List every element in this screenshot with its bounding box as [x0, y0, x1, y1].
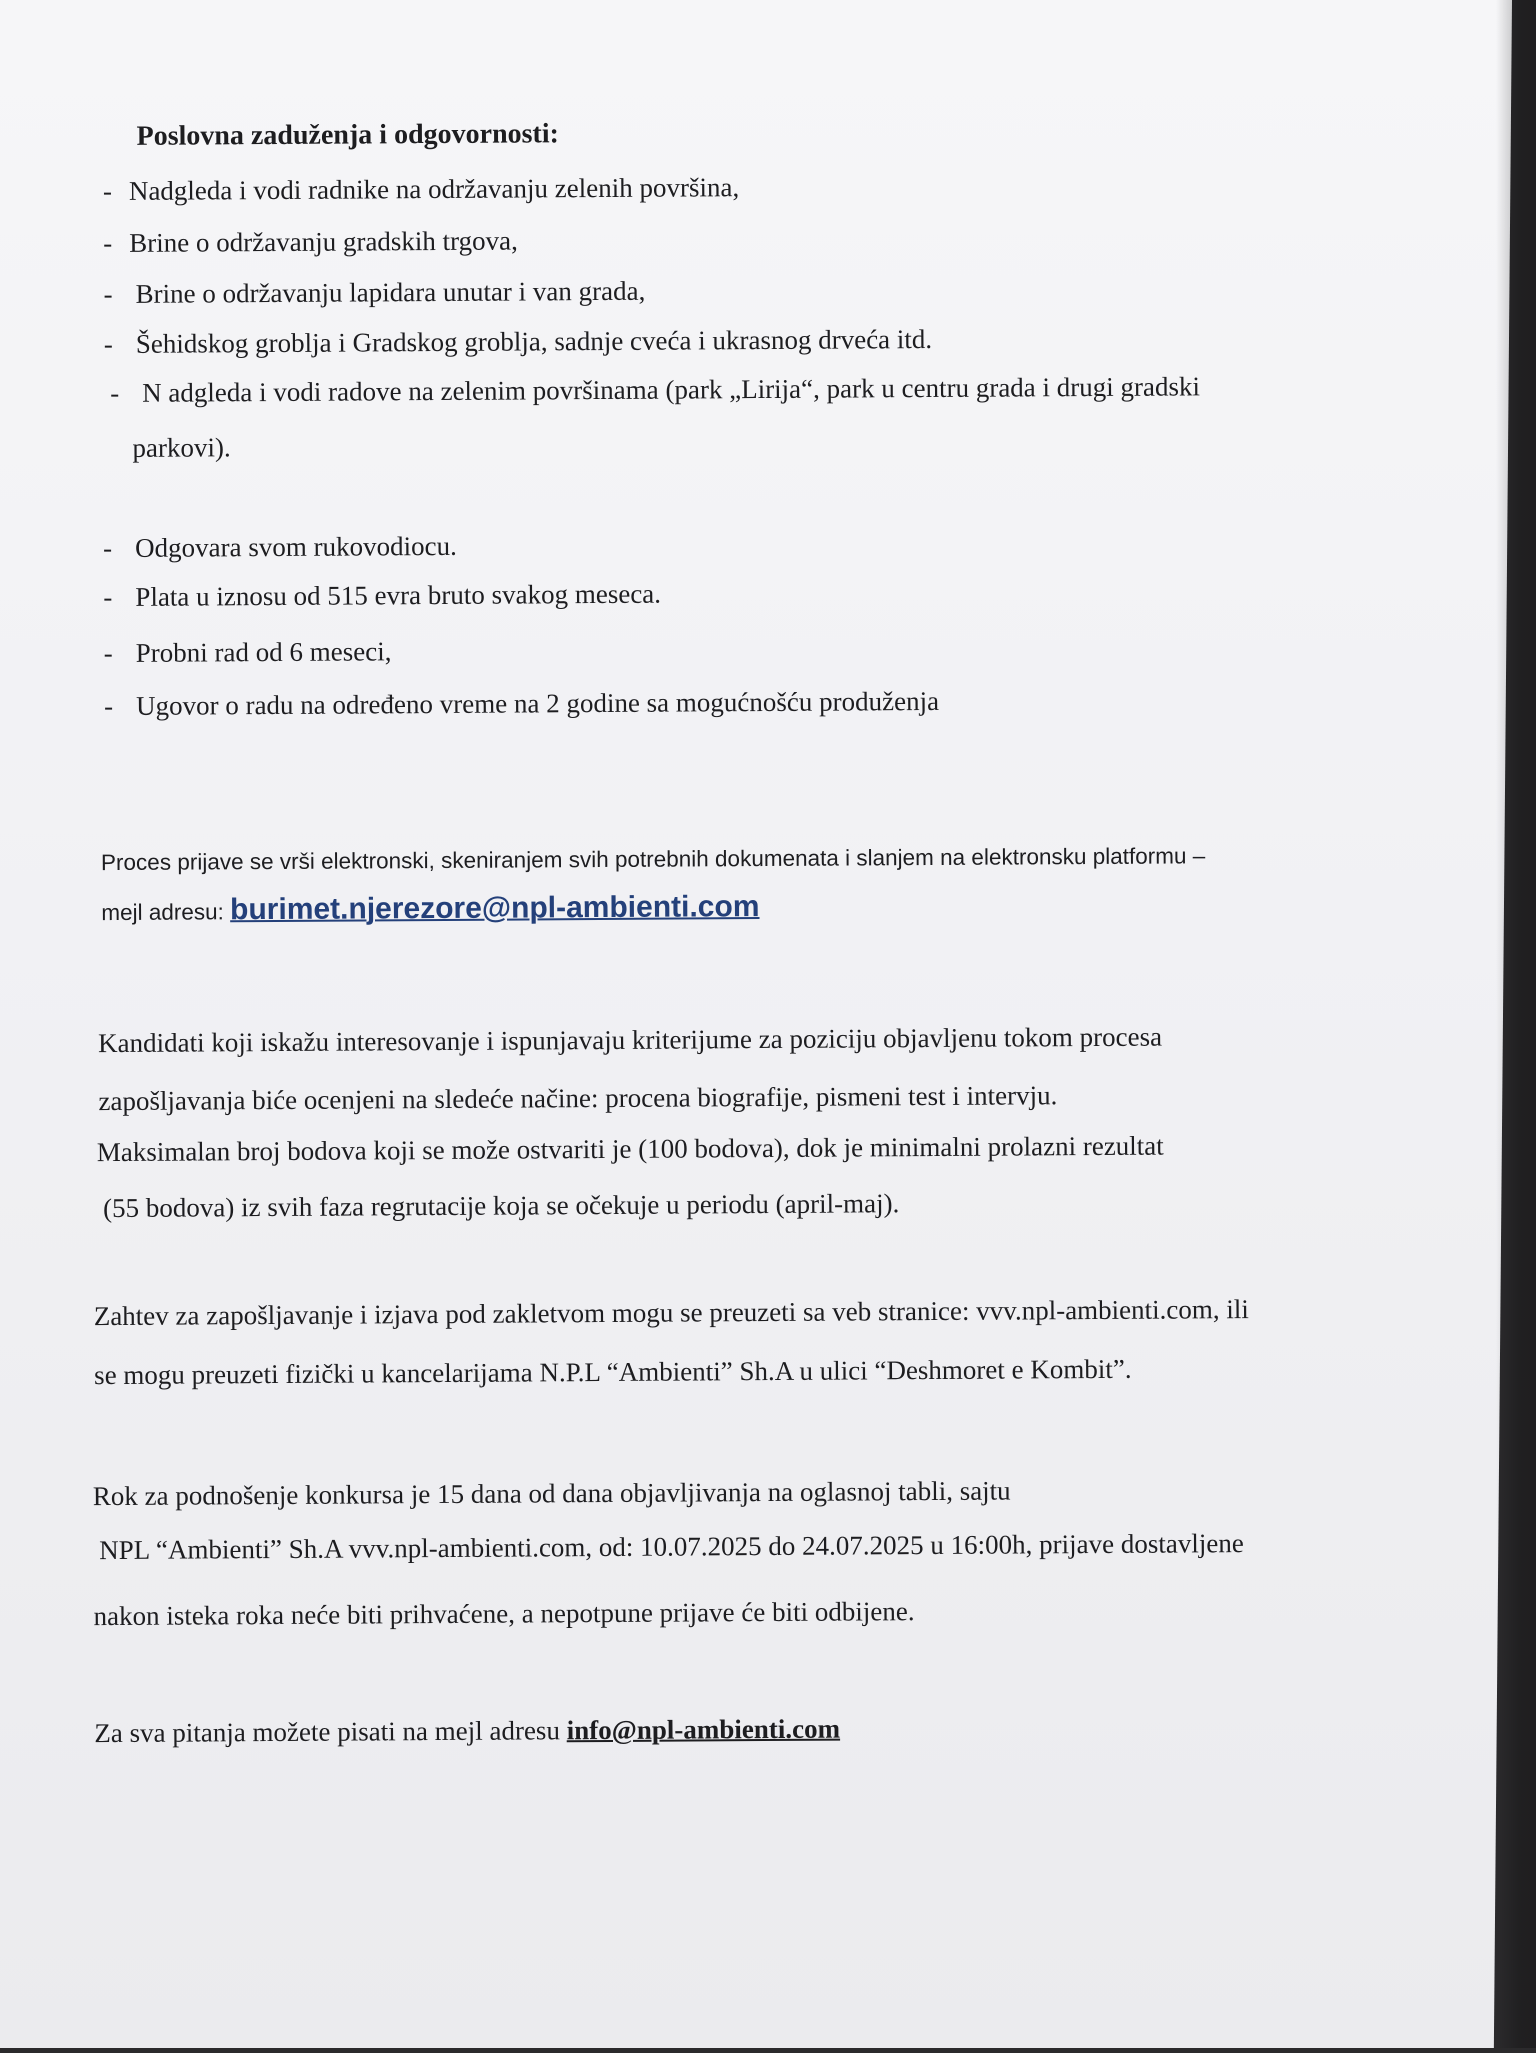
bullet-marker: - [103, 637, 113, 669]
forms-line: se mogu preuzeti fizički u kancelarijama N.P.L “Ambienti” Sh.A u ulici “Deshmoret e Kombit”. [94, 1353, 1132, 1391]
contact-email-link[interactable]: info@npl-ambienti.com [566, 1713, 841, 1746]
forms-line: Zahtev za zapošljavanje i izjava pod zakletvom mogu se preuzeti sa veb stranice: vvv.npl-ambienti.com, ili [93, 1294, 1249, 1332]
duty-item: Nadgleda i vodi radnike na održavanju zelenih površina, [128, 172, 740, 206]
bullet-marker: - [102, 175, 112, 207]
term-item: Probni rad od 6 meseci, [135, 636, 392, 668]
bullet-marker: - [103, 690, 114, 722]
section-heading: Poslovna zaduženja i odgovornosti: [136, 118, 560, 152]
contact-line [94, 1712, 840, 1751]
term-item: Odgovara svom rukovodiocu. [134, 530, 457, 563]
application-text: Proces prijave se vrši elektronski, skeniranjem svih potrebnih dokumenata i slanjem na elektronsku platformu – [100, 843, 1206, 876]
application-email-link[interactable]: burimet.njerezore@npl-ambienti.com [230, 890, 760, 927]
bullet-marker: - [103, 278, 113, 310]
bullet-marker: - [102, 532, 113, 564]
evaluation-line: Maksimalan broj bodova koji se može ostvariti je (100 bodova), dok je minimalni prolazni rezultat [96, 1130, 1164, 1168]
duty-item: Brine o održavanju lapidara unutar i van grada, [135, 275, 646, 309]
contact-prefix: Za sva pitanja možete pisati na mejl adresu [94, 1715, 567, 1749]
duty-item: Šehidskog groblja i Gradskog groblja, sadnje cveća i ukrasnog drveća itd. [135, 323, 933, 359]
application-email-line [101, 890, 759, 930]
deadline-line: Rok za podnošenje konkursa je 15 dana od dana objavljivanja na oglasnoj tabli, sajtu [92, 1475, 1011, 1512]
evaluation-line: Kandidati koji iskažu interesovanje i ispunjavaju kriterijume za poziciju objavljenu tokom procesa [98, 1021, 1163, 1059]
evaluation-line: (55 bodova) iz svih faza regrutacije koja se očekuje u periodu (april-maj). [103, 1188, 900, 1224]
bullet-marker: - [103, 328, 113, 360]
application-email-prefix: mejl adresu: [101, 899, 231, 926]
evaluation-line: zapošljavanja biće ocenjeni na sledeće načine: procena biografije, pismeni test i intervju. [98, 1080, 1058, 1117]
duty-item: N adgleda i vodi radove na zelenim površinama (park „Lirija“, park u centru grada i drugi gradski [142, 371, 1201, 408]
bullet-marker: - [110, 377, 120, 409]
term-item: Ugovor o radu na određeno vreme na 2 godine sa mogućnošću produženja [135, 685, 940, 721]
deadline-line: NPL “Ambienti” Sh.A vvv.npl-ambienti.com, od: 10.07.2025 do 24.07.2025 u 16:00h, prijave dostavljene [99, 1528, 1244, 1566]
duty-item: Brine o održavanju gradskih trgova, [129, 225, 518, 258]
bullet-marker: - [103, 581, 113, 613]
duty-item-continuation: parkovi). [132, 432, 231, 463]
deadline-line: nakon isteka roka neće biti prihvaćene, a nepotpune prijave će biti odbijene. [93, 1596, 915, 1632]
bullet-marker: - [103, 227, 113, 259]
term-item: Plata u iznosu od 515 evra bruto svakog meseca. [135, 578, 662, 612]
